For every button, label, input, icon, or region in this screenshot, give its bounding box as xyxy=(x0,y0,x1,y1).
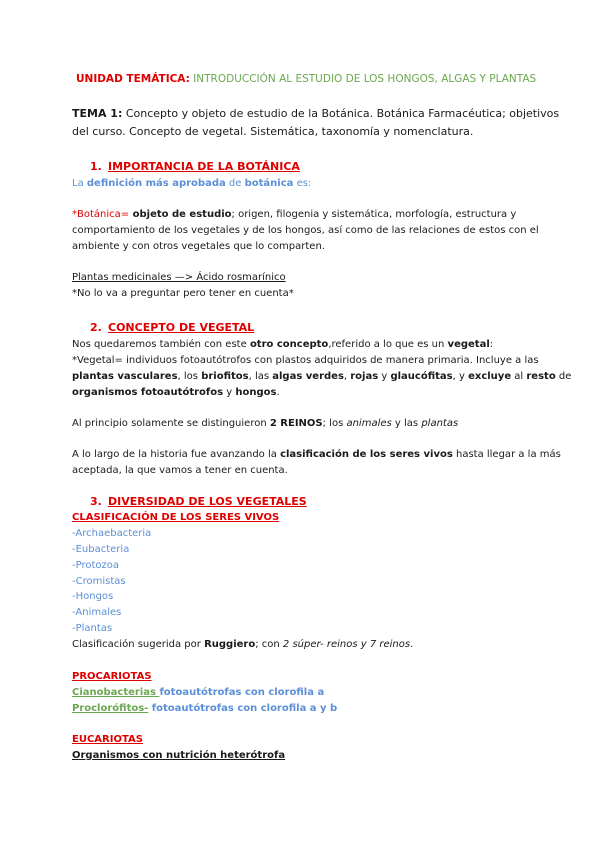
proclorofitos-line xyxy=(72,702,337,716)
def-text: de xyxy=(225,178,245,189)
bold-text: glaucófitas xyxy=(390,371,453,382)
text: Clasificación sugerida por xyxy=(72,639,205,650)
tema-line-2: del curso. Concepto de vegetal. Sistemática, taxonomía y nomenclatura. xyxy=(72,125,474,138)
green-term: Proclorófitos- xyxy=(72,703,149,714)
vegetal-definition-2 xyxy=(72,370,571,384)
text: hasta llegar a la más xyxy=(452,449,561,460)
bold-text: Ruggiero xyxy=(204,639,256,650)
botanica-definition-1 xyxy=(72,208,516,222)
unit-title: INTRODUCCIÓN AL ESTUDIO DE LOS HONGOS, ALGAS Y PLANTAS xyxy=(193,73,537,85)
blue-description: fotoautótrofas con clorofila a xyxy=(159,687,325,698)
text: : xyxy=(489,339,494,350)
classification-subtitle: CLASIFICACIÓN DE LOS SERES VIVOS xyxy=(72,512,280,523)
botanica-definition-3: ambiente y con otros vegetales que lo comparten. xyxy=(72,241,325,252)
bold-text: otro concepto xyxy=(249,339,329,350)
tema-label: TEMA 1: xyxy=(72,107,123,120)
italic-text: animales xyxy=(346,418,392,429)
bold-text: briofitos xyxy=(201,371,249,382)
kingdom-item: -Animales xyxy=(72,607,122,618)
kingdom-item: -Eubacteria xyxy=(72,544,130,555)
green-term: Cianobacterias xyxy=(72,687,160,698)
section-2-heading xyxy=(90,321,254,335)
plantas-medicinales: Plantas medicinales —> Ácido rosmarínico xyxy=(72,272,286,283)
italic-text: 2 súper- reinos y 7 reinos xyxy=(282,639,411,650)
kingdom-item: -Protozoa xyxy=(72,560,120,571)
text: , los xyxy=(177,371,202,382)
vegetal-definition-1: *Vegetal= individuos fotoautótrofos con plastos adquiridos de manera primaria. Incluye a las xyxy=(72,355,539,366)
text: y las xyxy=(391,418,422,429)
section-3-title: DIVERSIDAD DE LOS VEGETALES xyxy=(108,495,307,508)
section-3-number: 3. xyxy=(90,495,102,508)
bold-text: excluye xyxy=(468,371,512,382)
botanica-definition-2: comportamiento de los vegetales y de los hongos, así como de las relaciones de estos con el xyxy=(72,225,539,236)
blue-description: fotoautótrofas con clorofila a y b xyxy=(148,703,338,714)
historia-paragraph-2: aceptada, la que vamos a tener en cuenta. xyxy=(72,465,288,476)
text: Nos quedaremos también con este xyxy=(72,339,250,350)
text: Al principio solamente se distinguieron xyxy=(72,418,270,429)
historia-paragraph-1 xyxy=(72,448,561,462)
text: y xyxy=(378,371,391,382)
definition-intro xyxy=(72,177,311,191)
section-3-heading xyxy=(90,495,307,509)
bold-text: resto xyxy=(526,371,556,382)
bold-text: plantas vasculares xyxy=(72,371,178,382)
text: . xyxy=(276,387,280,398)
botanica-text: ; origen, filogenia y sistemática, morfología, estructura y xyxy=(231,209,517,220)
text: A lo largo de la historia fue avanzando la xyxy=(72,449,281,460)
section-2-title: CONCEPTO DE VEGETAL xyxy=(108,321,255,334)
classification-source xyxy=(72,638,413,652)
text: y xyxy=(223,387,236,398)
text: . xyxy=(410,639,414,650)
unit-header xyxy=(76,72,536,86)
cianobacterias-line xyxy=(72,686,324,700)
bold-text: algas verdes xyxy=(272,371,344,382)
section-1-number: 1. xyxy=(90,160,102,173)
bold-text: hongos xyxy=(235,387,277,398)
tema-line-1 xyxy=(72,107,559,121)
bold-text: clasificación de los seres vivos xyxy=(280,449,453,460)
kingdom-item: -Cromistas xyxy=(72,576,126,587)
unit-label: UNIDAD TEMÁTICA: xyxy=(76,73,190,85)
botanica-bold: objeto de estudio xyxy=(129,209,232,220)
note-line: *No lo va a preguntar pero tener en cuenta* xyxy=(72,288,294,299)
procariotas-heading: PROCARIOTAS xyxy=(72,671,152,682)
bold-text: 2 REINOS xyxy=(269,418,323,429)
text: ; los xyxy=(322,418,347,429)
def-text: La xyxy=(72,178,87,189)
text: al xyxy=(511,371,527,382)
italic-text: plantas xyxy=(421,418,459,429)
tema-text-1: Concepto y objeto de estudio de la Botánica. Botánica Farmacéutica; objetivos xyxy=(122,107,560,120)
eucariotas-heading: EUCARIOTAS xyxy=(72,734,143,745)
kingdom-item: -Hongos xyxy=(72,591,114,602)
bold-text: organismos fotoautótrofos xyxy=(72,387,224,398)
def-bold: definición más aprobada xyxy=(86,178,226,189)
text: , xyxy=(343,371,351,382)
def-text: es: xyxy=(293,178,312,189)
vegetal-definition-3 xyxy=(72,386,280,400)
section-1-heading xyxy=(90,160,300,174)
section-2-number: 2. xyxy=(90,321,102,334)
eucariotas-subheading: Organismos con nutrición heterótrofa xyxy=(72,750,286,761)
bold-text: vegetal xyxy=(447,339,490,350)
def-bold: botánica xyxy=(244,178,294,189)
text: , y xyxy=(452,371,469,382)
text: , las xyxy=(248,371,273,382)
bold-text: rojas xyxy=(350,371,379,382)
section-1-title: IMPORTANCIA DE LA BOTÁNICA xyxy=(108,160,300,173)
reinos-paragraph xyxy=(72,417,458,431)
kingdom-item: -Archaebacteria xyxy=(72,528,152,539)
botanica-term: *Botánica= xyxy=(72,209,130,220)
text: de xyxy=(555,371,572,382)
kingdom-item: -Plantas xyxy=(72,623,113,634)
vegetal-intro xyxy=(72,338,493,352)
text: ,referido a lo que es un xyxy=(328,339,448,350)
text: ; con xyxy=(255,639,283,650)
